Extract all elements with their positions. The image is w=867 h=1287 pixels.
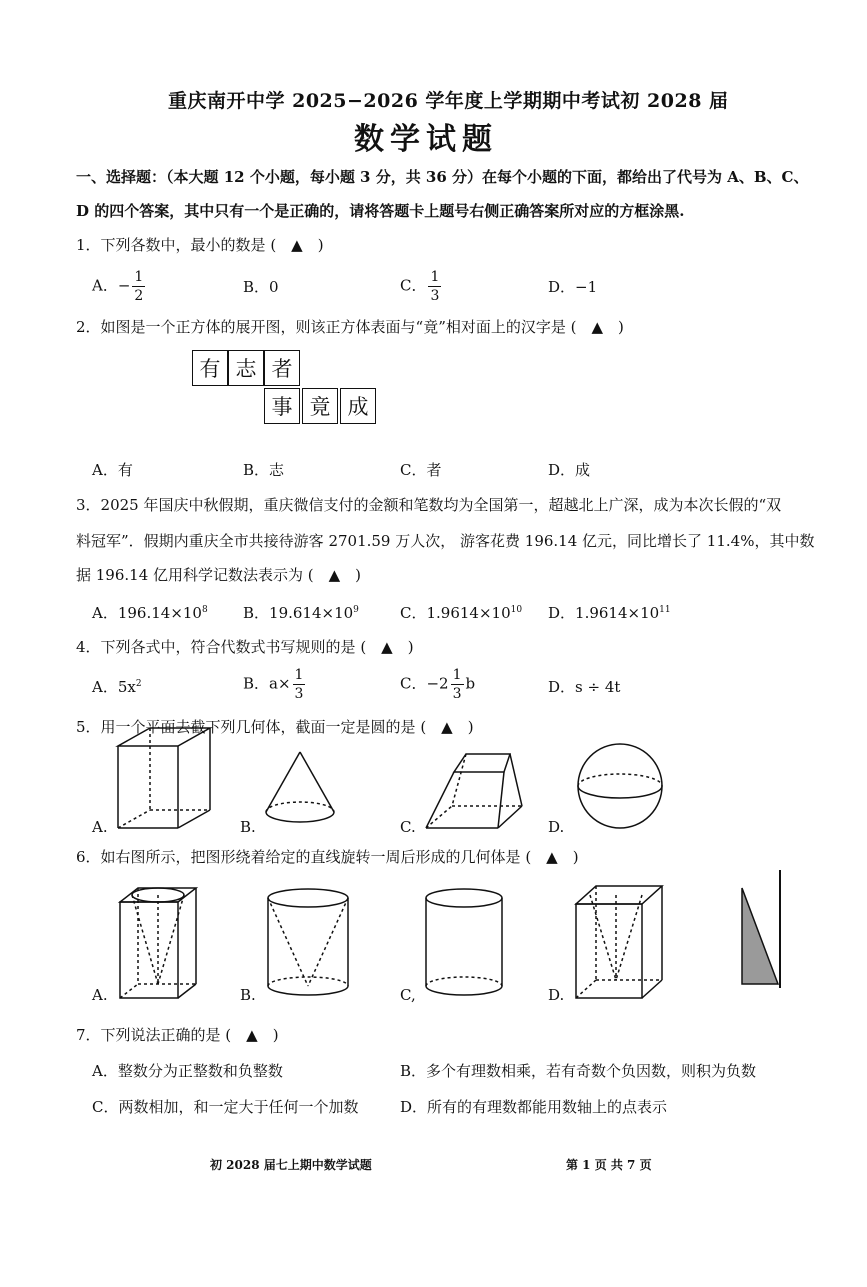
q2-option-c: C．者	[400, 461, 442, 479]
q7-option-b: B．多个有理数相乘，若有奇数个负因数，则积为负数	[400, 1062, 757, 1080]
q5-option-d: D.	[548, 818, 565, 836]
cube-with-cone-figure	[120, 888, 196, 998]
q6-option-b: B.	[240, 986, 256, 1004]
q3-option-b: B．$19.614\times 10^9$	[243, 604, 359, 622]
q5-option-c: C.	[400, 818, 416, 836]
q5-stem: 5．用一个平面去截下列几何体，截面一定是圆的是 ( ▲ )	[76, 718, 474, 736]
q7-option-c: C．两数相加，和一定大于任何一个加数	[92, 1098, 359, 1116]
q1-option-a: A．− $\frac{1}{2}$	[92, 269, 144, 304]
q1-option-d: D．−1	[548, 278, 598, 296]
q7-stem: 7．下列说法正确的是 ( ▲ )	[76, 1026, 279, 1044]
net-cell: 竟	[302, 388, 338, 424]
q4-option-c: C．−2 $\frac{1}{3}$ b	[400, 667, 476, 702]
q5-option-a: A.	[92, 818, 108, 836]
cube-with-cone-figure-d	[576, 886, 662, 998]
q6-stem: 6．如右图所示，把图形绕着给定的直线旋转一周后形成的几何体是 ( ▲ )	[76, 848, 579, 866]
section-intro-line2: D 的四个答案，其中只有一个是正确的，请将答题卡上题号右侧正确答案所对应的方框涂黑.	[76, 202, 685, 220]
subject-title: 数学试题	[354, 122, 498, 157]
footer-left: 初 2028 届七上期中数学试题	[210, 1158, 372, 1172]
q1-stem: 1．下列各数中，最小的数是 ( ▲ )	[76, 236, 324, 254]
net-cell: 者	[264, 350, 300, 386]
net-cell: 成	[340, 388, 376, 424]
page-number: 第 1 页 共 7 页	[566, 1158, 652, 1172]
cylinder-with-cone-figure	[268, 889, 348, 995]
q2-option-d: D．成	[548, 461, 591, 479]
q2-option-a: A．有	[92, 461, 133, 479]
q4-stem: 4．下列各式中，符合代数式书写规则的是 ( ▲ )	[76, 638, 414, 656]
q3-option-c: C．$1.9614\times 10^{10}$	[400, 604, 523, 622]
q6-option-a: A.	[92, 986, 108, 1004]
net-cell: 事	[264, 388, 300, 424]
q3-option-a: A．$196.14\times 10^8$	[92, 604, 208, 622]
q6-option-d: D.	[548, 986, 565, 1004]
net-cell: 有	[192, 350, 228, 386]
q4-option-a: A．$5x^2$	[92, 678, 142, 696]
q3-line2: 料冠军”．假期内重庆全市共接待游客 2701.59 万人次， 游客花费 196.14 亿元，同比增长了 11.4%，其中数	[76, 532, 815, 550]
q3-line3: 据 196.14 亿用科学记数法表示为 ( ▲ )	[76, 566, 362, 584]
q3-line1: 3．2025 年国庆中秋假期，重庆微信支付的金额和笔数均为全国第一，超越北上广深，成为本次长假的“双	[76, 496, 782, 514]
net-cell: 志	[228, 350, 264, 386]
q7-option-d: D．所有的有理数都能用数轴上的点表示	[400, 1098, 668, 1116]
q1-option-b: B．0	[243, 278, 279, 296]
section-intro-line1: 一、选择题：（本大题 12 个小题，每小题 3 分，共 36 分）在每个小题的下面，都给出了代号为 A、B、C、	[76, 168, 809, 186]
q2-stem: 2．如图是一个正方体的展开图，则该正方体表面与“竟”相对面上的汉字是 ( ▲ )	[76, 318, 624, 336]
q5-option-b: B.	[240, 818, 256, 836]
q2-option-b: B．志	[243, 461, 285, 479]
rotation-triangle-figure	[742, 870, 780, 988]
q7-option-a: A．整数分为正整数和负整数	[92, 1062, 283, 1080]
q6-option-c: C,	[400, 986, 416, 1004]
q4-option-d: D．s ÷ 4t	[548, 678, 621, 696]
q4-option-b: B．a× $\frac{1}{3}$	[243, 667, 304, 702]
q3-option-d: D．$1.9614\times 10^{11}$	[548, 604, 671, 622]
exam-title: 重庆南开中学 2025−2026 学年度上学期期中考试初 2028 届	[168, 90, 729, 112]
cylinder-figure	[426, 889, 502, 995]
q1-option-c: C． $\frac{1}{3}$	[400, 269, 440, 304]
